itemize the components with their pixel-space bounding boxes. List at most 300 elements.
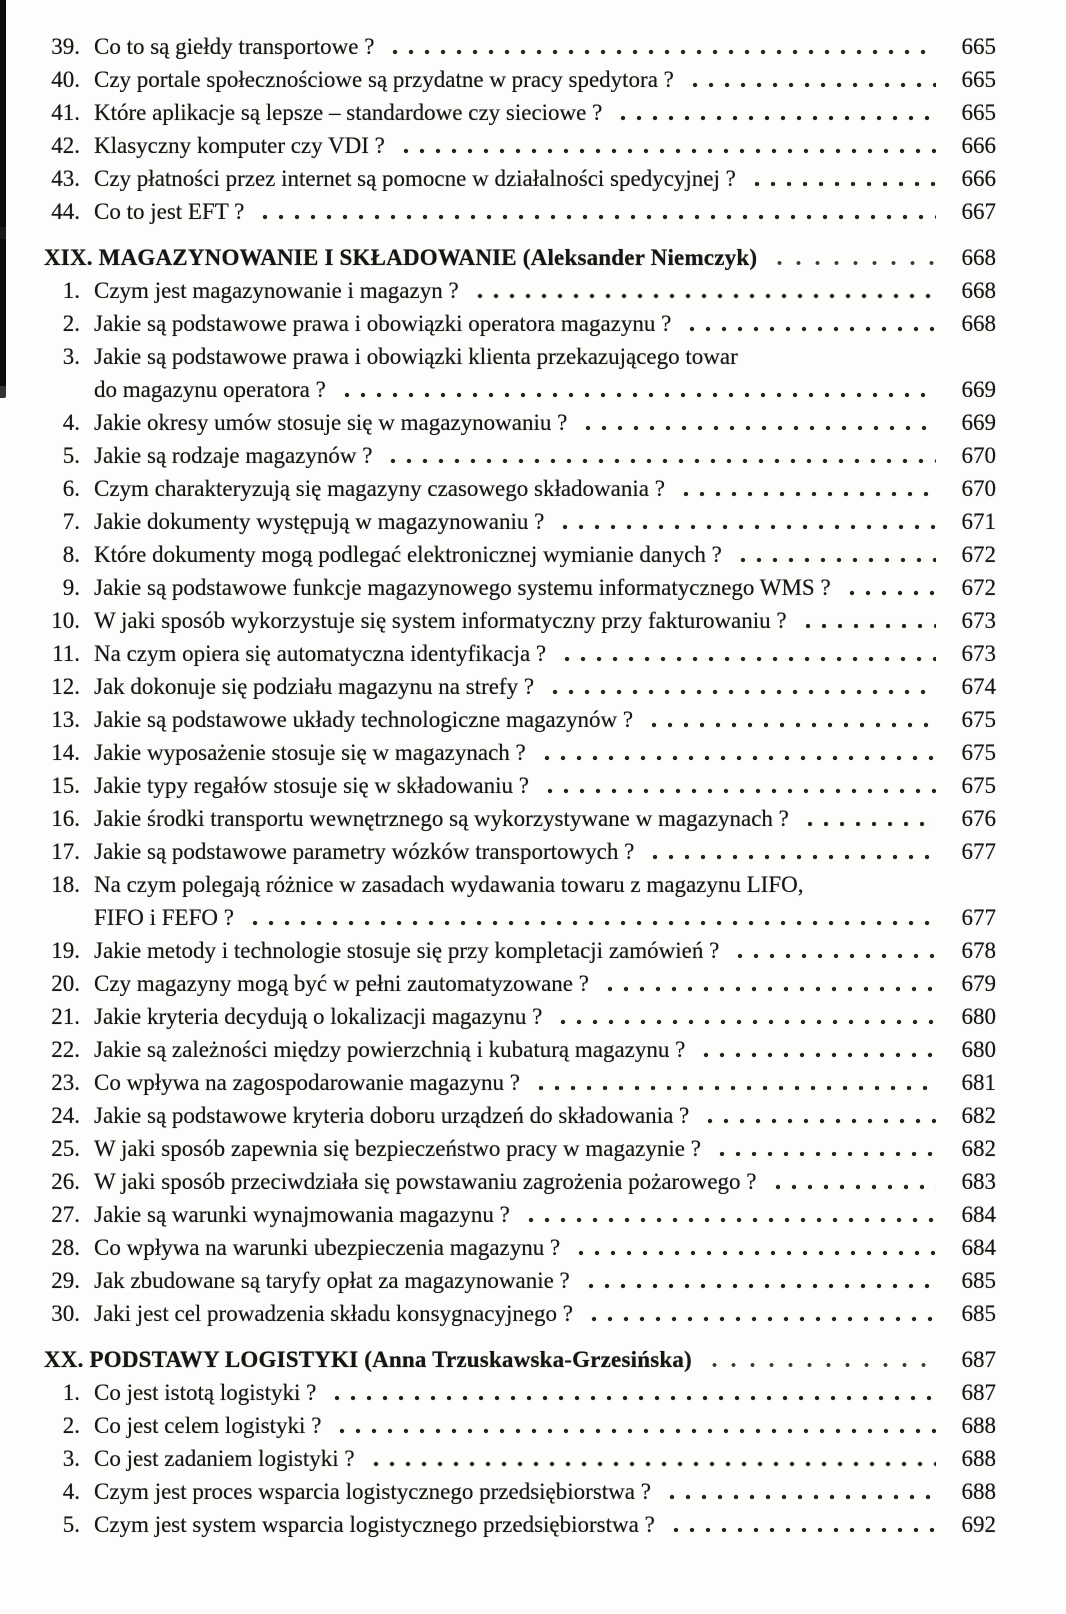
entry-stack: [94, 637, 996, 670]
entry-page-number: 675: [961, 773, 996, 798]
toc-entry: [44, 274, 996, 307]
scan-edge-artifact: [0, 0, 6, 398]
chapter-heading-line: [44, 241, 996, 274]
entry-stack: [94, 96, 996, 129]
entry-page-number: 684: [961, 1202, 996, 1227]
dot-leader: [579, 1264, 936, 1297]
dot-leader: [569, 1231, 936, 1264]
dot-leader: [551, 1000, 936, 1033]
entry-number: 43.: [51, 166, 80, 191]
entry-number: 44.: [51, 199, 80, 224]
toc-entry: [44, 1409, 996, 1442]
entry-stack: [94, 934, 996, 967]
entry-line: [94, 1508, 996, 1541]
entry-number: 7.: [62, 509, 80, 534]
entry-title: Jakie kryteria decydują o lokalizacji magazynu ?: [94, 1004, 543, 1029]
entry-page-number: 682: [961, 1136, 996, 1161]
toc-entry: [44, 637, 996, 670]
dot-leader: [381, 439, 936, 472]
toc-entry: [44, 1132, 996, 1165]
entry-page-number: 671: [961, 509, 996, 534]
toc-entry: [44, 162, 996, 195]
dot-leader: [364, 1442, 936, 1475]
entry-line: [94, 406, 996, 439]
entry-number: 18.: [51, 872, 80, 897]
entry-title: Jakie środki transportu wewnętrznego są wykorzystywane w magazynach ?: [94, 806, 789, 831]
entry-stack: [94, 1376, 996, 1409]
dot-leader: [529, 1066, 936, 1099]
toc-entry: [44, 538, 996, 571]
toc-entry: [44, 1376, 996, 1409]
entry-title: Czy płatności przez internet są pomocne w działalności spedycyjnej ?: [94, 166, 736, 191]
entry-number: 42.: [51, 133, 80, 158]
entry-stack: [94, 835, 996, 868]
entry-page-number: 675: [961, 707, 996, 732]
entry-stack: [94, 195, 996, 228]
dot-leader: [664, 1508, 936, 1541]
entry-title: Jakie są podstawowe kryteria doboru urządzeń do składowania ?: [94, 1103, 690, 1128]
entry-title: Jakie dokumenty występują w magazynowaniu ?: [94, 509, 545, 534]
entry-line: [94, 1099, 996, 1132]
entry-page-number: 680: [961, 1037, 996, 1062]
entry-title: Na czym polegają różnice w zasadach wydawania towaru z magazynu LIFO,: [94, 872, 804, 897]
dot-leader: [538, 769, 936, 802]
dot-leader: [680, 307, 936, 340]
entry-number: 1.: [62, 1380, 80, 1405]
toc-entry: [44, 472, 996, 505]
entry-number: 14.: [51, 740, 80, 765]
entry-title: Czym jest magazynowanie i magazyn ?: [94, 278, 459, 303]
dot-leader: [543, 670, 936, 703]
entry-page-number: 673: [961, 608, 996, 633]
entry-line: [94, 162, 996, 195]
toc-entry: [44, 967, 996, 1000]
entry-number: 28.: [51, 1235, 80, 1260]
entry-title: Klasyczny komputer czy VDI ?: [94, 133, 385, 158]
entry-line: [94, 1165, 996, 1198]
dot-leader: [766, 1165, 937, 1198]
entry-number: 12.: [51, 674, 80, 699]
entry-line: [94, 571, 996, 604]
toc-entry: [44, 30, 996, 63]
toc-entry: [44, 1231, 996, 1264]
entry-title: Czy magazyny mogą być w pełni zautomatyzowane ?: [94, 971, 589, 996]
entry-title: Jakie są zależności między powierzchnią i kubaturą magazynu ?: [94, 1037, 686, 1062]
entry-line: [94, 274, 996, 307]
entry-title: Jaki jest cel prowadzenia składu konsygnacyjnego ?: [94, 1301, 574, 1326]
entry-title: Co wpływa na zagospodarowanie magazynu ?: [94, 1070, 520, 1095]
dot-leader: [710, 1132, 936, 1165]
entry-title: Co jest istotą logistyki ?: [94, 1380, 317, 1405]
entry-title: Jakie są podstawowe parametry wózków transportowych ?: [94, 839, 635, 864]
dot-leader: [330, 1409, 936, 1442]
dot-leader: [535, 736, 936, 769]
entry-number: 17.: [51, 839, 80, 864]
entry-number: 13.: [51, 707, 80, 732]
entry-page-number: 665: [961, 34, 996, 59]
entry-line: [94, 96, 996, 129]
dot-leader: [555, 637, 936, 670]
entry-line: [94, 538, 996, 571]
entry-stack: [94, 1442, 996, 1475]
toc-entry: [44, 96, 996, 129]
entry-line: [94, 604, 996, 637]
entry-line: [94, 195, 996, 228]
entry-page-number: 666: [961, 166, 996, 191]
entry-page-number: 692: [961, 1512, 996, 1537]
entry-line: [94, 1442, 996, 1475]
entry-page-number: 687: [961, 1380, 996, 1405]
entry-title: W jaki sposób przeciwdziała się powstawaniu zagrożenia pożarowego ?: [94, 1169, 757, 1194]
dot-leader: [611, 96, 936, 129]
entry-line: [94, 1264, 996, 1297]
entry-number: 39.: [51, 34, 80, 59]
chapter-page-number: 668: [961, 245, 996, 270]
entry-line-2: [94, 373, 996, 406]
chapter-heading-stack: [44, 241, 996, 274]
dot-leader: [325, 1376, 936, 1409]
dot-leader: [553, 505, 936, 538]
entry-title: Co wpływa na warunki ubezpieczenia magazynu ?: [94, 1235, 561, 1260]
chapter-heading-row: [44, 241, 996, 274]
dot-leader: [582, 1297, 936, 1330]
entry-title: W jaki sposób zapewnia się bezpieczeństwo pracy w magazynie ?: [94, 1136, 701, 1161]
entry-line: [94, 505, 996, 538]
entry-stack: [94, 340, 996, 406]
entry-stack: [94, 571, 996, 604]
entry-title: Jak dokonuje się podziału magazynu na strefy ?: [94, 674, 535, 699]
entry-line-2: [94, 901, 996, 934]
dot-leader: [598, 967, 936, 1000]
entry-line: [94, 835, 996, 868]
entry-title: Co to są giełdy transportowe ?: [94, 34, 375, 59]
entry-number: 26.: [51, 1169, 80, 1194]
entry-page-number: 677: [961, 905, 996, 930]
entry-page-number: 683: [961, 1169, 996, 1194]
entry-stack: [94, 307, 996, 340]
entry-stack: [94, 703, 996, 736]
entry-stack: [94, 967, 996, 1000]
entry-stack: [94, 802, 996, 835]
toc-entry: [44, 340, 996, 406]
entry-line: [94, 1409, 996, 1442]
entry-stack: [94, 1475, 996, 1508]
entry-number: 22.: [51, 1037, 80, 1062]
dot-leader: [840, 571, 936, 604]
entry-number: 24.: [51, 1103, 80, 1128]
entry-number: 25.: [51, 1136, 80, 1161]
toc-entry: [44, 505, 996, 538]
toc-entry: [44, 769, 996, 802]
entry-number: 16.: [51, 806, 80, 831]
entry-line: [94, 1000, 996, 1033]
entry-stack: [94, 1409, 996, 1442]
entry-number: 27.: [51, 1202, 80, 1227]
entry-line: [94, 769, 996, 802]
entry-stack: [94, 63, 996, 96]
dot-leader: [335, 373, 936, 406]
toc-entry: [44, 868, 996, 934]
entry-title: Jakie są podstawowe prawa i obowiązki operatora magazynu ?: [94, 311, 672, 336]
entry-number: 41.: [51, 100, 80, 125]
entry-stack: [94, 1165, 996, 1198]
entry-stack: [94, 406, 996, 439]
entry-line: [94, 1475, 996, 1508]
toc-entry: [44, 1508, 996, 1541]
entry-page-number: 670: [961, 476, 996, 501]
entry-line: [94, 1297, 996, 1330]
dot-leader: [728, 934, 936, 967]
entry-title: Jakie metody i technologie stosuje się przy kompletacji zamówień ?: [94, 938, 720, 963]
entry-page-number: 688: [961, 1479, 996, 1504]
entry-page-number: 684: [961, 1235, 996, 1260]
entry-line: [94, 472, 996, 505]
entry-title: Jakie są warunki wynajmowania magazynu ?: [94, 1202, 510, 1227]
entry-stack: [94, 1508, 996, 1541]
entry-stack: [94, 604, 996, 637]
toc-entry: [44, 307, 996, 340]
dot-leader: [745, 162, 936, 195]
entry-number: 5.: [62, 1512, 80, 1537]
dot-leader: [519, 1198, 936, 1231]
chapter-heading-row: [44, 1343, 996, 1376]
entry-title: Co to jest EFT ?: [94, 199, 245, 224]
toc-entry: [44, 736, 996, 769]
entry-number: 4.: [62, 1479, 80, 1504]
entry-title: Czym charakteryzują się magazyny czasowego składowania ?: [94, 476, 665, 501]
entry-number: 30.: [51, 1301, 80, 1326]
toc-entry: [44, 571, 996, 604]
entry-line: [94, 670, 996, 703]
entry-line: [94, 307, 996, 340]
dot-leader: [698, 1099, 936, 1132]
entry-page-number: 672: [961, 575, 996, 600]
toc-entry: [44, 934, 996, 967]
entry-page-number: 680: [961, 1004, 996, 1029]
toc-entry: [44, 670, 996, 703]
entry-number: 2.: [62, 311, 80, 336]
entry-page-number: 685: [961, 1268, 996, 1293]
entry-title: Czy portale społecznościowe są przydatne w pracy spedytora ?: [94, 67, 674, 92]
entry-stack: [94, 162, 996, 195]
dot-leader: [642, 703, 936, 736]
entry-page-number: 676: [961, 806, 996, 831]
entry-stack: [94, 30, 996, 63]
entry-title: Jakie są rodzaje magazynów ?: [94, 443, 373, 468]
entry-number: 40.: [51, 67, 80, 92]
toc-entry: [44, 703, 996, 736]
entry-stack: [94, 472, 996, 505]
entry-number: 2.: [62, 1413, 80, 1438]
entry-line: [94, 736, 996, 769]
entry-line: [94, 1376, 996, 1409]
toc: [44, 30, 996, 1541]
entry-line-1: [94, 868, 996, 901]
entry-page-number: 667: [961, 199, 996, 224]
entry-number: 4.: [62, 410, 80, 435]
entry-line: [94, 1066, 996, 1099]
entry-line: [94, 63, 996, 96]
entry-line: [94, 934, 996, 967]
dot-leader: [766, 241, 936, 274]
entry-line: [94, 1231, 996, 1264]
entry-line: [94, 967, 996, 1000]
entry-page-number: 670: [961, 443, 996, 468]
entry-page-number: 669: [961, 377, 996, 402]
entry-number: 6.: [62, 476, 80, 501]
entry-stack: [94, 505, 996, 538]
entry-page-number: 674: [961, 674, 996, 699]
entry-page-number: 679: [961, 971, 996, 996]
toc-entry: [44, 1264, 996, 1297]
toc-entry: [44, 1066, 996, 1099]
entry-line: [94, 1132, 996, 1165]
entry-line: [94, 129, 996, 162]
entry-title: Co jest zadaniem logistyki ?: [94, 1446, 355, 1471]
entry-stack: [94, 1033, 996, 1066]
toc-entry: [44, 439, 996, 472]
entry-stack: [94, 1099, 996, 1132]
toc-entry: [44, 604, 996, 637]
toc-entry: [44, 63, 996, 96]
entry-stack: [94, 1198, 996, 1231]
entry-stack: [94, 1297, 996, 1330]
entry-stack: [94, 129, 996, 162]
dot-leader: [694, 1033, 936, 1066]
toc-entry: [44, 1198, 996, 1231]
entry-page-number: 675: [961, 740, 996, 765]
toc-entry: [44, 1475, 996, 1508]
entry-line: [94, 1033, 996, 1066]
entry-page-number: 688: [961, 1446, 996, 1471]
dot-leader: [798, 802, 936, 835]
entry-stack: [94, 1000, 996, 1033]
entry-title: Jakie wyposażenie stosuje się w magazynach ?: [94, 740, 526, 765]
entry-stack: [94, 439, 996, 472]
entry-title: Jakie okresy umów stosuje się w magazynowaniu ?: [94, 410, 568, 435]
chapter-heading-line: [44, 1343, 996, 1376]
entry-number: 9.: [62, 575, 80, 600]
entry-title: Na czym opiera się automatyczna identyfikacja ?: [94, 641, 547, 666]
entry-stack: [94, 769, 996, 802]
entry-line-1: [94, 340, 996, 373]
entry-stack: [94, 1231, 996, 1264]
entry-number: 21.: [51, 1004, 80, 1029]
entry-number: 29.: [51, 1268, 80, 1293]
dot-leader: [683, 63, 936, 96]
entry-page-number: 678: [961, 938, 996, 963]
entry-stack: [94, 868, 996, 934]
toc-entry: [44, 1442, 996, 1475]
entry-page-number: 685: [961, 1301, 996, 1326]
dot-leader: [576, 406, 936, 439]
toc-entry: [44, 1099, 996, 1132]
entry-line: [94, 1198, 996, 1231]
entry-number: 5.: [62, 443, 80, 468]
toc-entry: [44, 1297, 996, 1330]
entry-stack: [94, 538, 996, 571]
entry-number: 8.: [62, 542, 80, 567]
entry-line: [94, 637, 996, 670]
entry-number: 3.: [62, 1446, 80, 1471]
entry-stack: [94, 1066, 996, 1099]
dot-leader: [796, 604, 936, 637]
entry-page-number: 673: [961, 641, 996, 666]
entry-number: 1.: [62, 278, 80, 303]
entry-title: Jakie są podstawowe funkcje magazynowego systemu informatycznego WMS ?: [94, 575, 831, 600]
entry-title: Jak zbudowane są taryfy opłat za magazynowanie ?: [94, 1268, 570, 1293]
entry-number: 3.: [62, 344, 80, 369]
entry-title: Co jest celem logistyki ?: [94, 1413, 322, 1438]
toc-entry: [44, 129, 996, 162]
chapter-heading-stack: [44, 1343, 996, 1376]
entry-number: 10.: [51, 608, 80, 633]
dot-leader: [731, 538, 936, 571]
entry-title: Jakie są podstawowe układy technologiczne magazynów ?: [94, 707, 634, 732]
entry-title-continued: do magazynu operatora ?: [94, 377, 326, 402]
toc-entry: [44, 1000, 996, 1033]
entry-page-number: 681: [961, 1070, 996, 1095]
entry-stack: [94, 274, 996, 307]
dot-leader: [660, 1475, 936, 1508]
entry-title: Jakie typy regałów stosuje się w składowaniu ?: [94, 773, 529, 798]
entry-page-number: 682: [961, 1103, 996, 1128]
entry-page-number: 665: [961, 67, 996, 92]
toc-entry: [44, 406, 996, 439]
chapter-heading: XX. PODSTAWY LOGISTYKI (Anna Trzuskawska-Grzesińska): [44, 1347, 692, 1372]
entry-line: [94, 802, 996, 835]
entry-page-number: 668: [961, 278, 996, 303]
toc-entry: [44, 1033, 996, 1066]
toc-entry: [44, 835, 996, 868]
entry-title: Czym jest system wsparcia logistycznego przedsiębiorstwa ?: [94, 1512, 655, 1537]
entry-title: W jaki sposób wykorzystuje się system informatyczny przy fakturowaniu ?: [94, 608, 787, 633]
dot-leader: [643, 835, 936, 868]
entry-line: [94, 439, 996, 472]
entry-stack: [94, 1264, 996, 1297]
entry-number: 11.: [52, 641, 80, 666]
entry-number: 15.: [51, 773, 80, 798]
dot-leader: [674, 472, 936, 505]
dot-leader: [394, 129, 936, 162]
entry-stack: [94, 670, 996, 703]
entry-line: [94, 703, 996, 736]
entry-number: 20.: [51, 971, 80, 996]
entry-number: 23.: [51, 1070, 80, 1095]
dot-leader: [243, 901, 936, 934]
dot-leader: [701, 1343, 936, 1376]
dot-leader: [383, 30, 936, 63]
entry-title: Które dokumenty mogą podlegać elektronicznej wymianie danych ?: [94, 542, 722, 567]
entry-title: Jakie są podstawowe prawa i obowiązki klienta przekazującego towar: [94, 344, 738, 369]
entry-stack: [94, 1132, 996, 1165]
toc-entry: [44, 802, 996, 835]
entry-line: [94, 30, 996, 63]
entry-page-number: 665: [961, 100, 996, 125]
chapter-page-number: 687: [961, 1347, 996, 1372]
entry-page-number: 666: [961, 133, 996, 158]
entry-page-number: 677: [961, 839, 996, 864]
entry-title: Czym jest proces wsparcia logistycznego przedsiębiorstwa ?: [94, 1479, 651, 1504]
dot-leader: [253, 195, 936, 228]
dot-leader: [468, 274, 936, 307]
entry-page-number: 688: [961, 1413, 996, 1438]
entry-title: Które aplikacje są lepsze – standardowe czy sieciowe ?: [94, 100, 603, 125]
entry-page-number: 672: [961, 542, 996, 567]
toc-entry: [44, 195, 996, 228]
entry-stack: [94, 736, 996, 769]
toc-entry: [44, 1165, 996, 1198]
